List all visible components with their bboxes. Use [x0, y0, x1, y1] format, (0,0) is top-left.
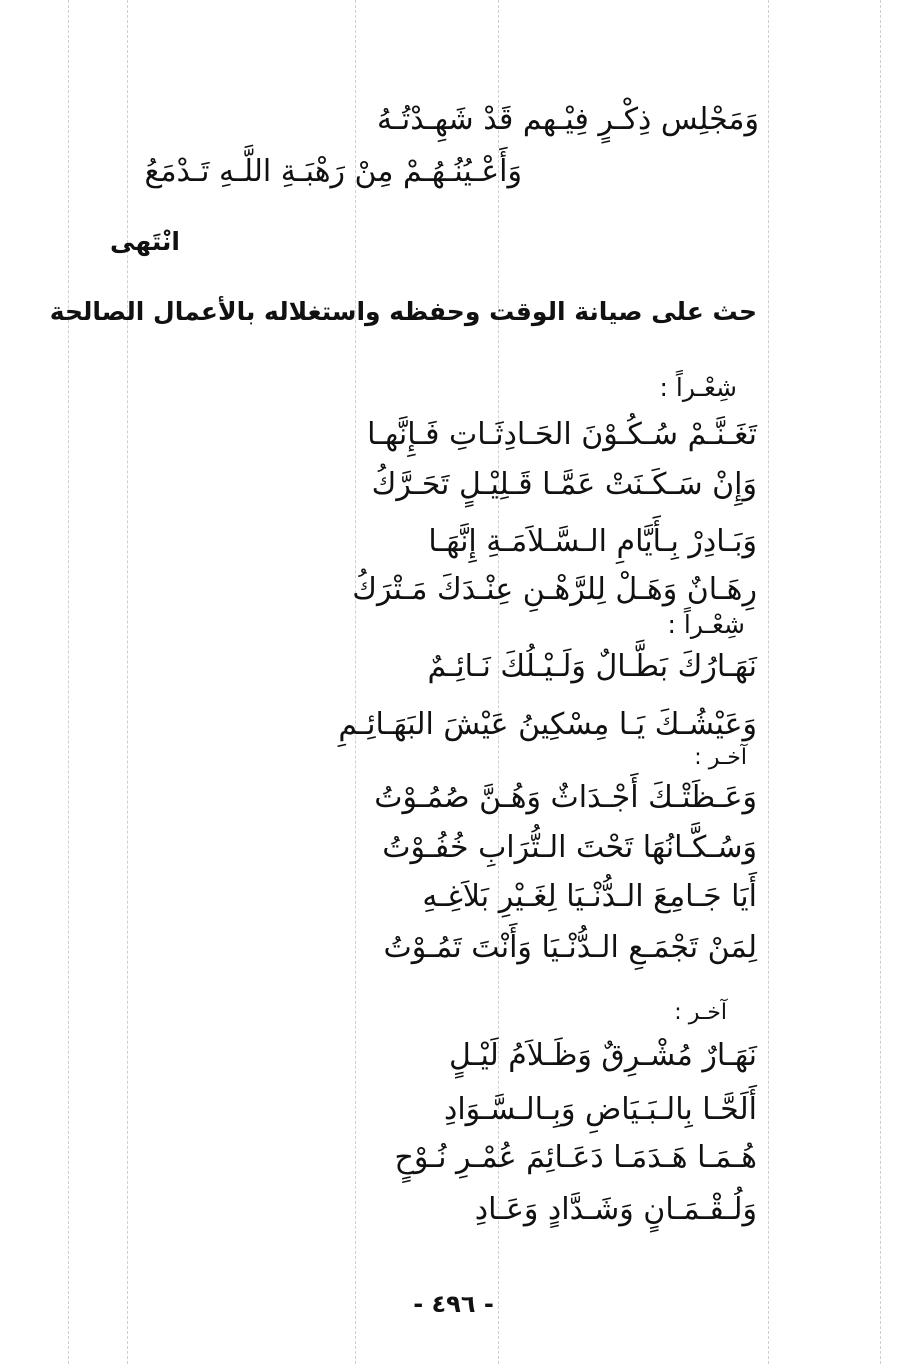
poem1-line1: وَمَجْلِس ذِكْـرٍ فِيْـهم قَدْ شَهِـدْتُـهُ	[376, 102, 759, 137]
section3-line2: وَسُـكَّـانُهَا تَحْتَ الـتُّرَابِ خُفُـوْتُ	[382, 830, 757, 865]
poem1-line2: وَأَعْـيُنُـهُـمْ مِنْ رَهْبَـةِ اللَّـهِ تَـدْمَعُ	[144, 154, 522, 189]
section2-line1: نَهَـارُكَ بَطَّـالٌ وَلَـيْـلُكَ نَـائِـمٌ	[427, 649, 757, 684]
section1-line1: تَغَـنَّـمْ سُـكُـوْنَ الحَـادِثَـاتِ فَـإِنَّهـا	[367, 417, 757, 452]
guide-line	[355, 0, 356, 1364]
guide-line	[127, 0, 128, 1364]
section3-line4: لِمَنْ تَجْمَـعِ الـدُّنْـيَا وَأَنْتَ تَمُـوْتُ	[383, 930, 757, 965]
section3-line3: أَيَا جَـامِعَ الـدُّنْـيَا لِغَـيْرِ بَلاَغِـهِ	[422, 879, 757, 914]
section1-line3: وَبَـادِرْ بِـأَيَّامِ الـسَّـلاَمَـةِ إِنَّهَـا	[428, 524, 757, 559]
section4-line2: أَلَحَّـا بِالـبَـيَاضِ وَبِـالـسَّـوَادِ	[443, 1092, 757, 1127]
guide-line	[880, 0, 881, 1364]
section2-label: شِعْـراً :	[667, 610, 745, 639]
section4-label: آخـر :	[674, 1000, 727, 1025]
section2-line2: وَعَيْشُـكَ يَـا مِسْكِينُ عَيْشَ البَهَـائِـمِ	[338, 707, 757, 742]
section-heading: حث على صيانة الوقت وحفظه واستغلاله بالأعمال الصالحة	[49, 297, 757, 326]
section4-line1: نَهَـارٌ مُشْـرِقٌ وَظَـلاَمُ لَيْـلٍ	[449, 1038, 757, 1073]
guide-line	[68, 0, 69, 1364]
section3-label: آخـر :	[694, 745, 747, 770]
section3-line1: وَعَـظَتْـكَ أَجْـدَاثٌ وَهُـنَّ صُمُـوْتُ	[374, 780, 757, 815]
section1-label: شِعْـراً :	[659, 373, 737, 402]
section1-line4: رِهَـانٌ وَهَـلْ لِلرَّهْـنِ عِنْـدَكَ مَـتْرَكُ	[352, 572, 757, 607]
end-word: انْتَهى	[110, 227, 180, 256]
guide-line	[768, 0, 769, 1364]
section1-line2: وَإِنْ سَـكَـنَتْ عَمَّـا قَـلِيْـلٍ تَحَـرَّكُ	[371, 467, 757, 502]
page-number: - ٤٩٦ -	[413, 1290, 494, 1318]
section4-line4: وَلُـقْـمَـانٍ وَشَـدَّادٍ وَعَـادِ	[474, 1192, 757, 1227]
section4-line3: هُـمَـا هَـدَمَـا دَعَـائِمَ عُمْـرِ نُـوْحٍ	[394, 1140, 757, 1175]
